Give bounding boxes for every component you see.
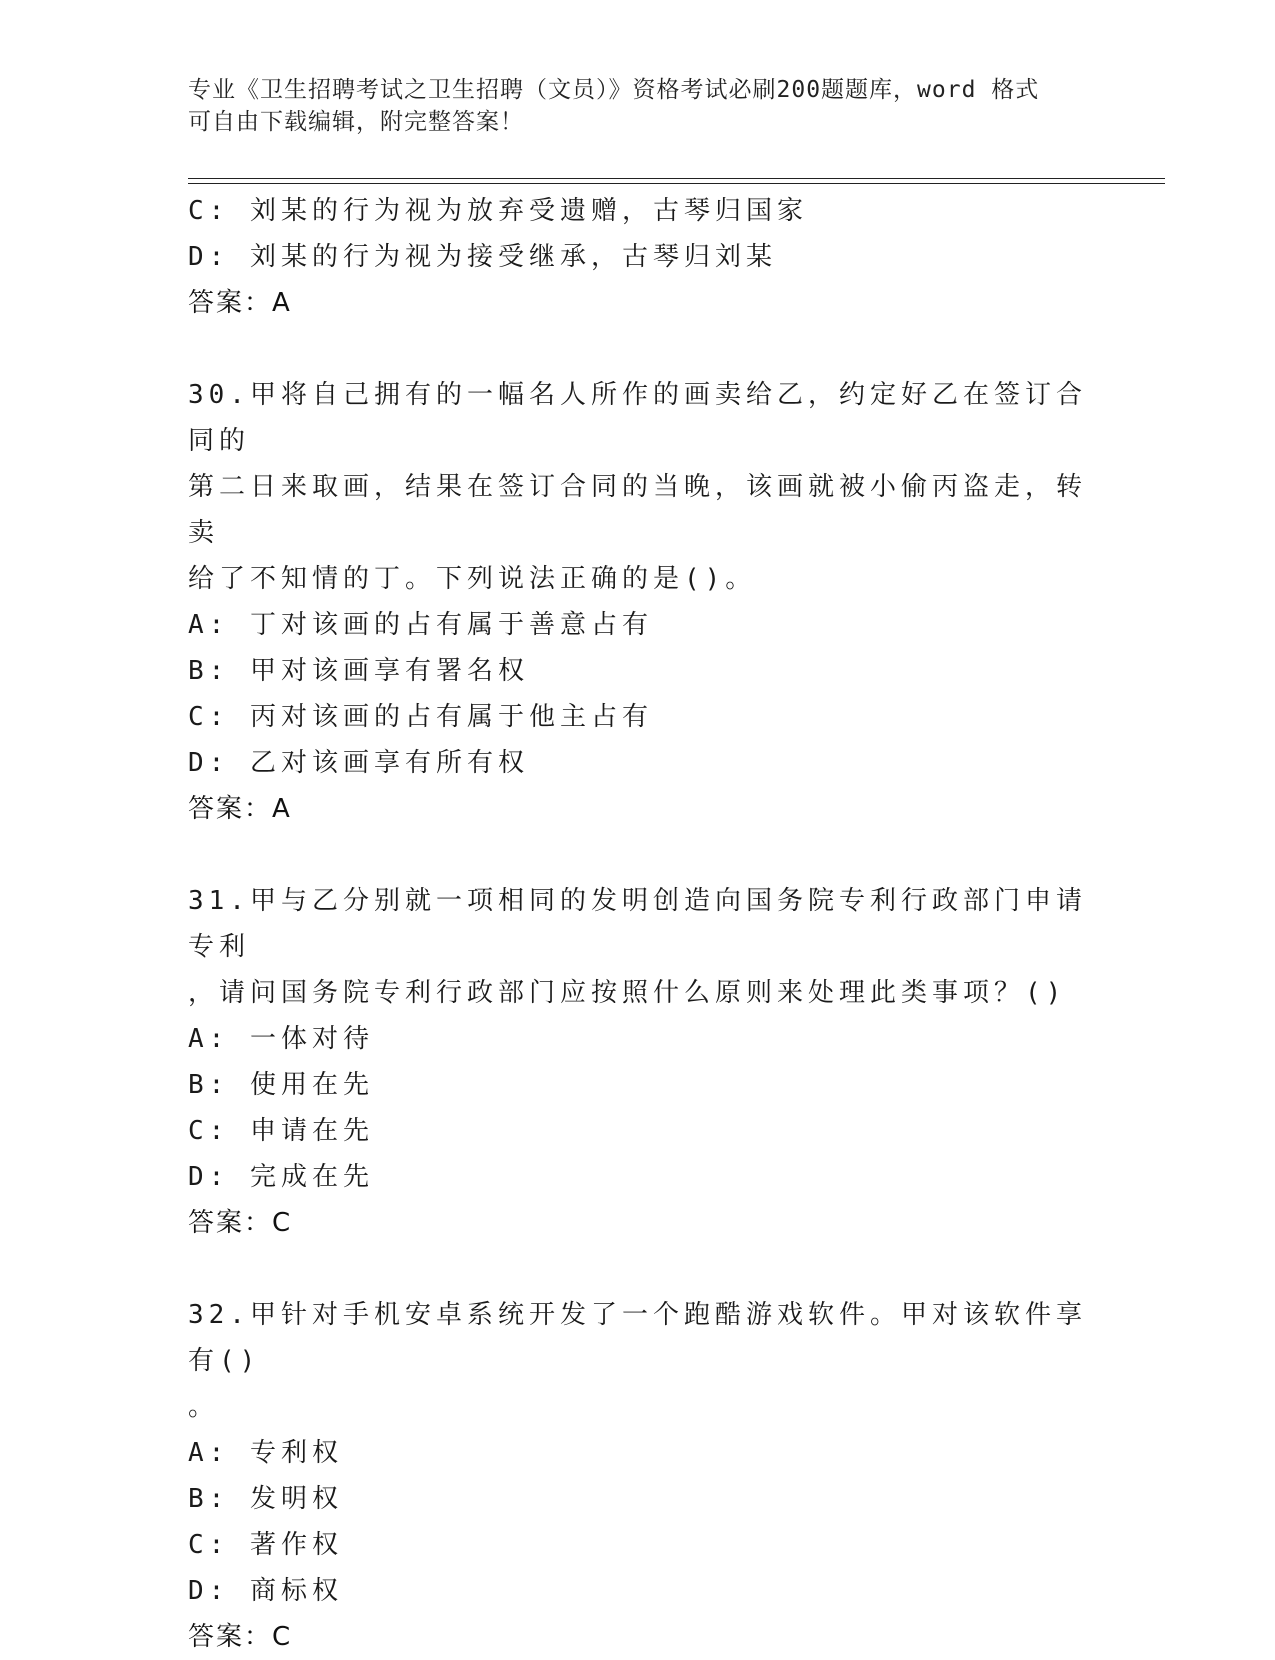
option-d: D: 乙对该画享有所有权 (188, 748, 529, 778)
question-spacer (188, 326, 1088, 372)
option-d: D: 刘某的行为视为接受继承，古琴归刘某 (188, 242, 777, 272)
question-spacer (188, 1246, 1088, 1292)
question-stem-line: 第二日来取画，结果在签订合同的当晚，该画就被小偷丙盗走，转卖 (188, 472, 1088, 548)
question-29-tail (188, 188, 1088, 326)
question-30 (188, 372, 1088, 832)
option-d: D: 商标权 (188, 1576, 343, 1606)
question-stem-line: 给了不知情的丁。下列说法正确的是()。 (188, 564, 757, 594)
header-title-line-1: 专业《卫生招聘考试之卫生招聘（文员）》资格考试必刷200题题库，word 格式 (188, 77, 1040, 103)
question-32 (188, 1292, 1088, 1660)
option-a: A: 丁对该画的占有属于善意占有 (188, 610, 653, 640)
answer-line: 答案：A (188, 794, 292, 824)
question-31 (188, 878, 1088, 1246)
question-stem-line: 。 (188, 1392, 220, 1422)
question-stem-line: ，请问国务院专利行政部门应按照什么原则来处理此类事项？() (188, 978, 1067, 1008)
document-header (188, 74, 1088, 138)
answer-line: 答案：C (188, 1208, 293, 1238)
question-spacer (188, 832, 1088, 878)
option-a: A: 专利权 (188, 1438, 343, 1468)
answer-line: 答案：C (188, 1622, 293, 1652)
option-b: B: 发明权 (188, 1484, 343, 1514)
header-divider-bottom (188, 183, 1165, 184)
option-c: C: 刘某的行为视为放弃受遗赠，古琴归国家 (188, 196, 808, 226)
option-d: D: 完成在先 (188, 1162, 374, 1192)
option-c: C: 丙对该画的占有属于他主占有 (188, 702, 653, 732)
answer-line: 答案：A (188, 288, 292, 318)
option-c: C: 申请在先 (188, 1116, 374, 1146)
question-list (188, 188, 1088, 1660)
option-c: C: 著作权 (188, 1530, 343, 1560)
header-title-line-2: 可自由下载编辑，附完整答案！ (188, 109, 524, 135)
option-b: B: 甲对该画享有署名权 (188, 656, 529, 686)
question-stem-line: 31.甲与乙分别就一项相同的发明创造向国务院专利行政部门申请专利 (188, 886, 1087, 962)
option-a: A: 一体对待 (188, 1024, 374, 1054)
header-divider-top (188, 178, 1165, 179)
option-b: B: 使用在先 (188, 1070, 374, 1100)
question-stem-line: 32.甲针对手机安卓系统开发了一个跑酷游戏软件。甲对该软件享有() (188, 1300, 1087, 1376)
question-stem-line: 30.甲将自己拥有的一幅名人所作的画卖给乙，约定好乙在签订合同的 (188, 380, 1087, 456)
